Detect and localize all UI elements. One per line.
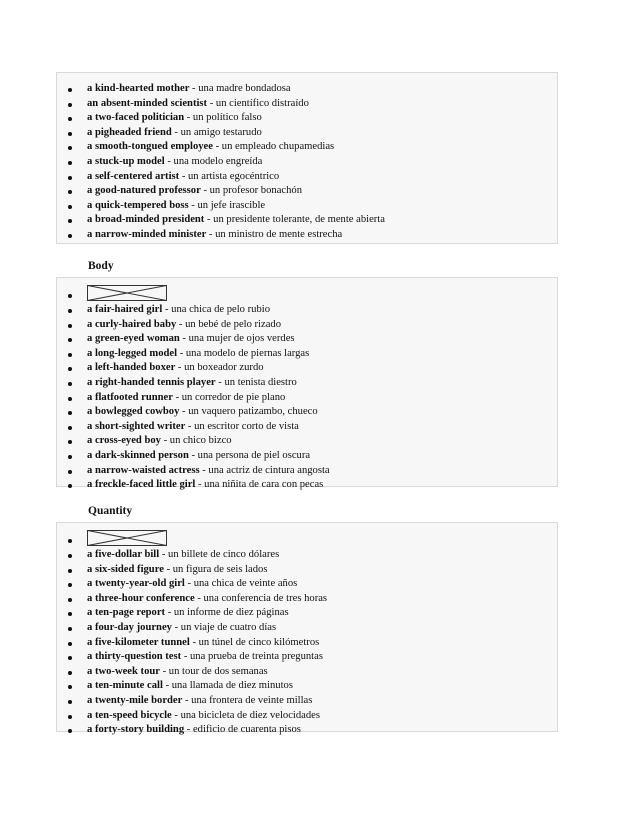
list-item — [57, 434, 557, 449]
english-phrase: a kind-hearted mother — [87, 83, 190, 94]
english-phrase: a flatfooted runner — [87, 391, 173, 403]
spanish-translation: - un amigo testarudo — [171, 126, 262, 138]
spanish-translation: - un chico bizco — [160, 435, 232, 447]
spanish-translation: - un empleado chupamedias — [212, 141, 335, 153]
english-phrase: a four-day journey — [87, 621, 172, 633]
english-phrase: a five-kilometer tunnel — [87, 636, 190, 648]
english-phrase: a two-faced politician — [87, 112, 185, 124]
list-item — [57, 694, 557, 709]
spanish-translation: - un vaquero patizambo, chueco — [179, 406, 318, 418]
spanish-translation: - una madre bondadosa — [189, 83, 291, 94]
spanish-translation: - una modelo engreída — [164, 155, 263, 167]
spanish-translation: - un escritor corto de vista — [185, 420, 299, 432]
list-item — [57, 709, 557, 724]
english-phrase: a twenty-year-old girl — [87, 578, 185, 590]
english-phrase: a dark-skinned person — [87, 449, 189, 461]
spanish-translation: - un presidente tolerante, de mente abierta — [204, 214, 385, 226]
list-item — [57, 621, 557, 636]
english-phrase: a thirty-question test — [87, 651, 182, 663]
english-phrase: a smooth-tongued employee — [87, 141, 213, 153]
spanish-translation: - un viaje de cuatro días — [171, 621, 277, 633]
english-phrase: a short-sighted writer — [87, 420, 186, 432]
adjectives-quantity-box — [56, 522, 558, 736]
broken-image-icon — [87, 285, 167, 301]
english-phrase: a three-hour conference — [87, 592, 195, 604]
spanish-translation: - un informe de diez páginas — [165, 607, 289, 619]
english-phrase: a quick-tempered boss — [87, 199, 189, 211]
english-phrase: a bowlegged cowboy — [87, 406, 180, 418]
list-item-image — [57, 283, 557, 303]
spanish-translation: - un tour de dos semanas — [159, 665, 268, 677]
spanish-translation: - un tenista diestro — [215, 376, 297, 388]
english-phrase: a pigheaded friend — [87, 126, 172, 138]
list-item — [57, 464, 557, 479]
english-phrase: a self-centered artist — [87, 170, 180, 182]
english-phrase: a green-eyed woman — [87, 333, 180, 345]
list-item — [57, 548, 557, 563]
list-item — [57, 449, 557, 464]
english-phrase: a two-week tour — [87, 665, 160, 677]
list-item — [57, 636, 557, 651]
section-heading-body: Body — [88, 260, 114, 272]
list-item — [57, 213, 557, 228]
section-heading-quantity: Quantity — [88, 505, 133, 517]
list-item — [57, 563, 557, 578]
spanish-translation: - una mujer de ojos verdes — [179, 333, 295, 345]
list-item — [57, 228, 557, 243]
spanish-translation: - un jefe irascible — [188, 199, 266, 211]
vocabulary-list — [57, 73, 557, 243]
english-phrase: a curly-haired baby — [87, 318, 177, 330]
english-phrase: a fair-haired girl — [87, 304, 163, 315]
english-phrase: a ten-speed bicycle — [87, 709, 172, 721]
adjectives-body-box — [56, 277, 558, 491]
spanish-translation: - un billete de cinco dólares — [159, 549, 280, 560]
list-item — [57, 199, 557, 214]
list-item — [57, 111, 557, 126]
list-item — [57, 606, 557, 621]
english-phrase: a narrow-minded minister — [87, 228, 207, 240]
list-item-image — [57, 528, 557, 548]
list-item — [57, 332, 557, 347]
spanish-translation: - una niñita de cara con pecas — [195, 479, 324, 491]
english-phrase: a six-sided figure — [87, 563, 164, 575]
list-item — [57, 97, 557, 112]
spanish-translation: - una prueba de treinta preguntas — [181, 651, 323, 663]
spanish-translation: - una chica de pelo rubio — [162, 304, 270, 315]
spanish-translation: - un túnel de cinco kilómetros — [189, 636, 320, 648]
spanish-translation: - edificio de cuarenta pisos — [184, 724, 301, 736]
list-item — [57, 391, 557, 406]
english-phrase: a cross-eyed boy — [87, 435, 161, 447]
list-item — [57, 420, 557, 435]
list-item — [57, 665, 557, 680]
spanish-translation: - un profesor bonachón — [200, 185, 302, 197]
list-item — [57, 592, 557, 607]
list-item — [57, 126, 557, 141]
list-item — [57, 170, 557, 185]
spanish-translation: - un figura de seis lados — [163, 563, 268, 575]
vocabulary-list — [57, 278, 557, 493]
list-item — [57, 82, 557, 97]
spanish-translation: - una frontera de veinte millas — [182, 694, 313, 706]
spanish-translation: - un artista egocéntrico — [179, 170, 280, 182]
spanish-translation: - un político falso — [184, 112, 262, 124]
english-phrase: a good-natured professor — [87, 185, 201, 197]
english-phrase: a long-legged model — [87, 347, 178, 359]
list-item — [57, 679, 557, 694]
spanish-translation: - un científico distraído — [207, 97, 309, 109]
english-phrase: a ten-page report — [87, 607, 166, 619]
spanish-translation: - un bebé de pelo rizado — [176, 318, 281, 330]
english-phrase: a narrow-waisted actress — [87, 464, 200, 476]
english-phrase: a twenty-mile border — [87, 694, 183, 706]
english-phrase: a freckle-faced little girl — [87, 479, 196, 491]
list-item — [57, 361, 557, 376]
broken-image-icon — [87, 530, 167, 546]
spanish-translation: - una actriz de cintura angosta — [199, 464, 330, 476]
english-phrase: a right-handed tennis player — [87, 376, 216, 388]
list-item — [57, 318, 557, 333]
list-item — [57, 303, 557, 318]
english-phrase: an absent-minded scientist — [87, 97, 208, 109]
spanish-translation: - una conferencia de tres horas — [194, 592, 328, 604]
spanish-translation: - una bicicleta de diez velocidades — [171, 709, 320, 721]
english-phrase: a ten-minute call — [87, 680, 163, 692]
spanish-translation: - una modelo de piernas largas — [177, 347, 310, 359]
spanish-translation: - una persona de piel oscura — [188, 449, 311, 461]
list-item — [57, 347, 557, 362]
english-phrase: a stuck-up model — [87, 155, 165, 167]
list-item — [57, 577, 557, 592]
english-phrase: a five-dollar bill — [87, 549, 160, 560]
list-item — [57, 723, 557, 738]
adjectives-personality-box — [56, 72, 558, 244]
english-phrase: a left-handed boxer — [87, 362, 176, 374]
spanish-translation: - un corredor de pie plano — [172, 391, 286, 403]
spanish-translation: - una chica de veinte años — [184, 578, 298, 590]
list-item — [57, 184, 557, 199]
list-item — [57, 650, 557, 665]
english-phrase: a broad-minded president — [87, 214, 205, 226]
spanish-translation: - un boxeador zurdo — [175, 362, 264, 374]
list-item — [57, 478, 557, 493]
vocabulary-list — [57, 523, 557, 738]
list-item — [57, 405, 557, 420]
list-item — [57, 155, 557, 170]
spanish-translation: - una llamada de diez minutos — [162, 680, 293, 692]
english-phrase: a forty-story building — [87, 724, 185, 736]
list-item — [57, 140, 557, 155]
spanish-translation: - un ministro de mente estrecha — [206, 228, 343, 240]
list-item — [57, 376, 557, 391]
